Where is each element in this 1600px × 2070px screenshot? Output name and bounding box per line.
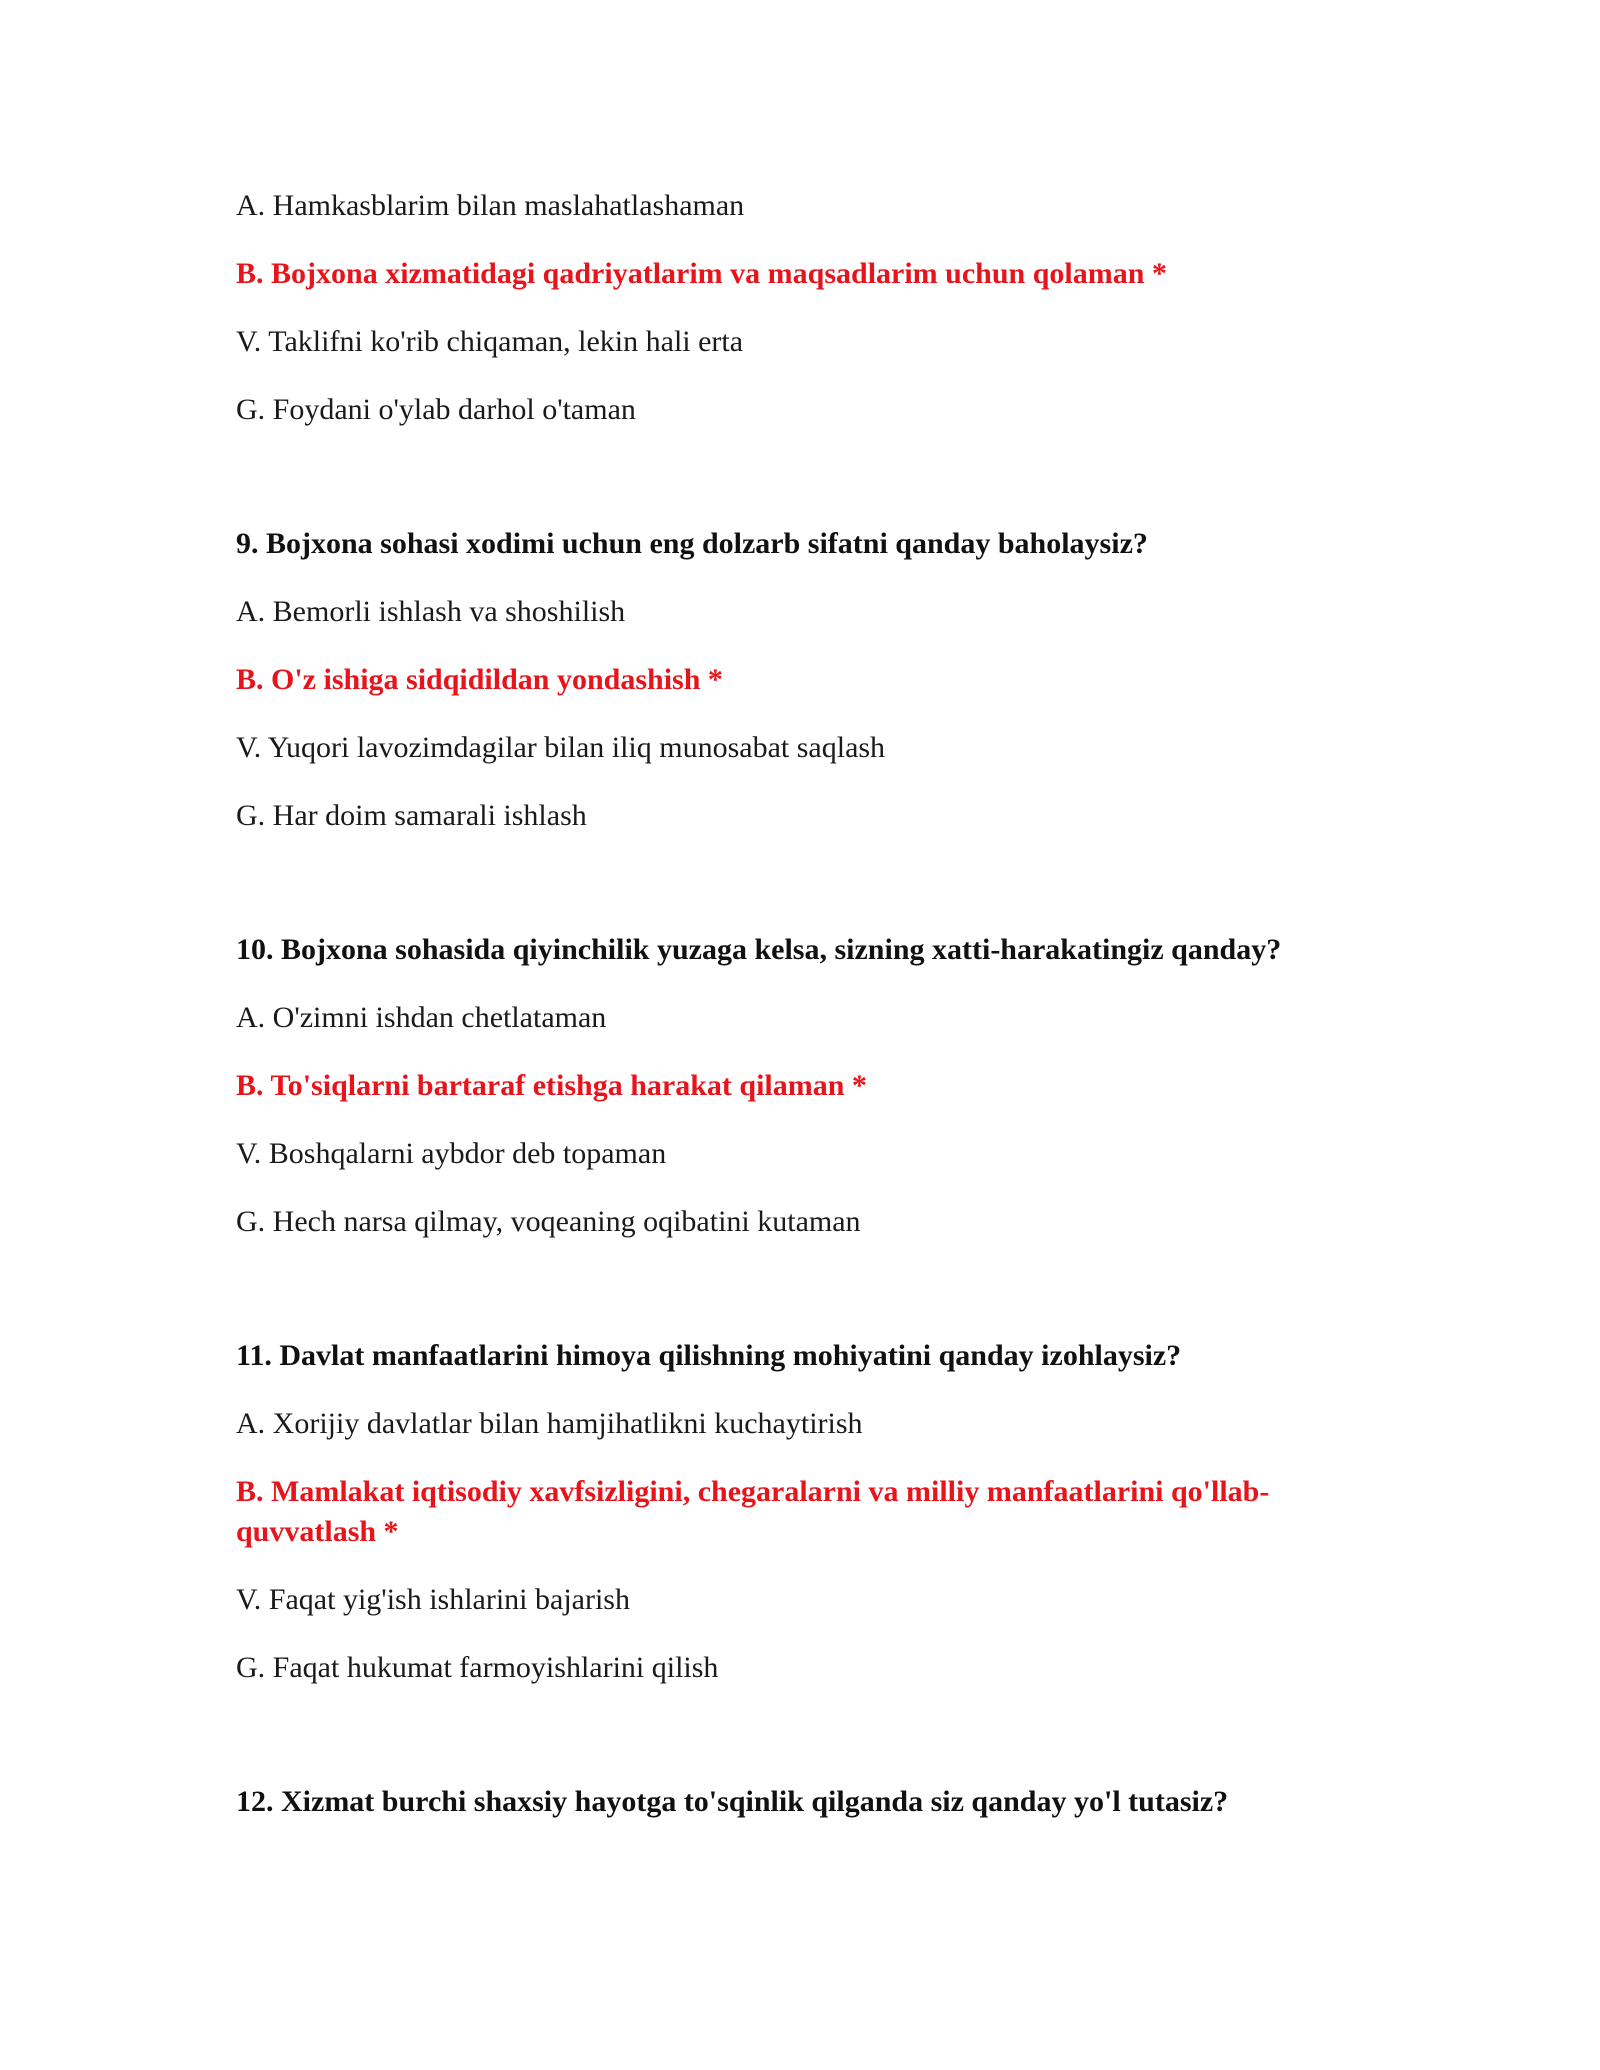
question-9-text: 9. Bojxona sohasi xodimi uchun eng dolzarb sifatni qanday baholaysiz? <box>236 527 1148 560</box>
quiz-content <box>236 186 1376 1850</box>
option-b-correct: B. To'siqlarni bartaraf etishga harakat qilaman * <box>236 1069 867 1102</box>
option-g: G. Hech narsa qilmay, voqeaning oqibatini kutaman <box>236 1205 861 1238</box>
option-v: V. Taklifni ko'rib chiqaman, lekin hali erta <box>236 325 744 358</box>
question-12-text: 12. Xizmat burchi shaxsiy hayotga to'sqinlik qilganda siz qanday yo'l tutasiz? <box>236 1785 1229 1818</box>
question-11-text: 11. Davlat manfaatlarini himoya qilishning mohiyatini qanday izohlaysiz? <box>236 1339 1182 1372</box>
question-block-12 <box>236 1782 1376 1822</box>
question-block-8 <box>236 186 1376 430</box>
option-a: A. Hamkasblarim bilan maslahatlashaman <box>236 189 745 222</box>
option-b-correct: B. Bojxona xizmatidagi qadriyatlarim va maqsadlarim uchun qolaman * <box>236 257 1167 290</box>
option-v: V. Yuqori lavozimdagilar bilan iliq munosabat saqlash <box>236 731 886 764</box>
option-g: G. Faqat hukumat farmoyishlarini qilish <box>236 1651 719 1684</box>
option-v: V. Faqat yig'ish ishlarini bajarish <box>236 1583 630 1616</box>
option-b-correct: B. Mamlakat iqtisodiy xavfsizligini, chegaralarni va milliy manfaatlarini qo'llab-quvvatlash * <box>236 1475 1270 1548</box>
option-a: A. Xorijiy davlatlar bilan hamjihatlikni kuchaytirish <box>236 1407 863 1440</box>
option-a: A. O'zimni ishdan chetlataman <box>236 1001 607 1034</box>
question-block-10 <box>236 930 1376 1242</box>
option-v: V. Boshqalarni aybdor deb topaman <box>236 1137 667 1170</box>
question-10-text: 10. Bojxona sohasida qiyinchilik yuzaga kelsa, sizning xatti-harakatingiz qanday? <box>236 933 1282 966</box>
option-b-correct: B. O'z ishiga sidqidildan yondashish * <box>236 663 723 696</box>
question-block-9 <box>236 524 1376 836</box>
question-block-11 <box>236 1336 1376 1688</box>
option-g: G. Har doim samarali ishlash <box>236 799 587 832</box>
option-a: A. Bemorli ishlash va shoshilish <box>236 595 626 628</box>
option-g: G. Foydani o'ylab darhol o'taman <box>236 393 636 426</box>
